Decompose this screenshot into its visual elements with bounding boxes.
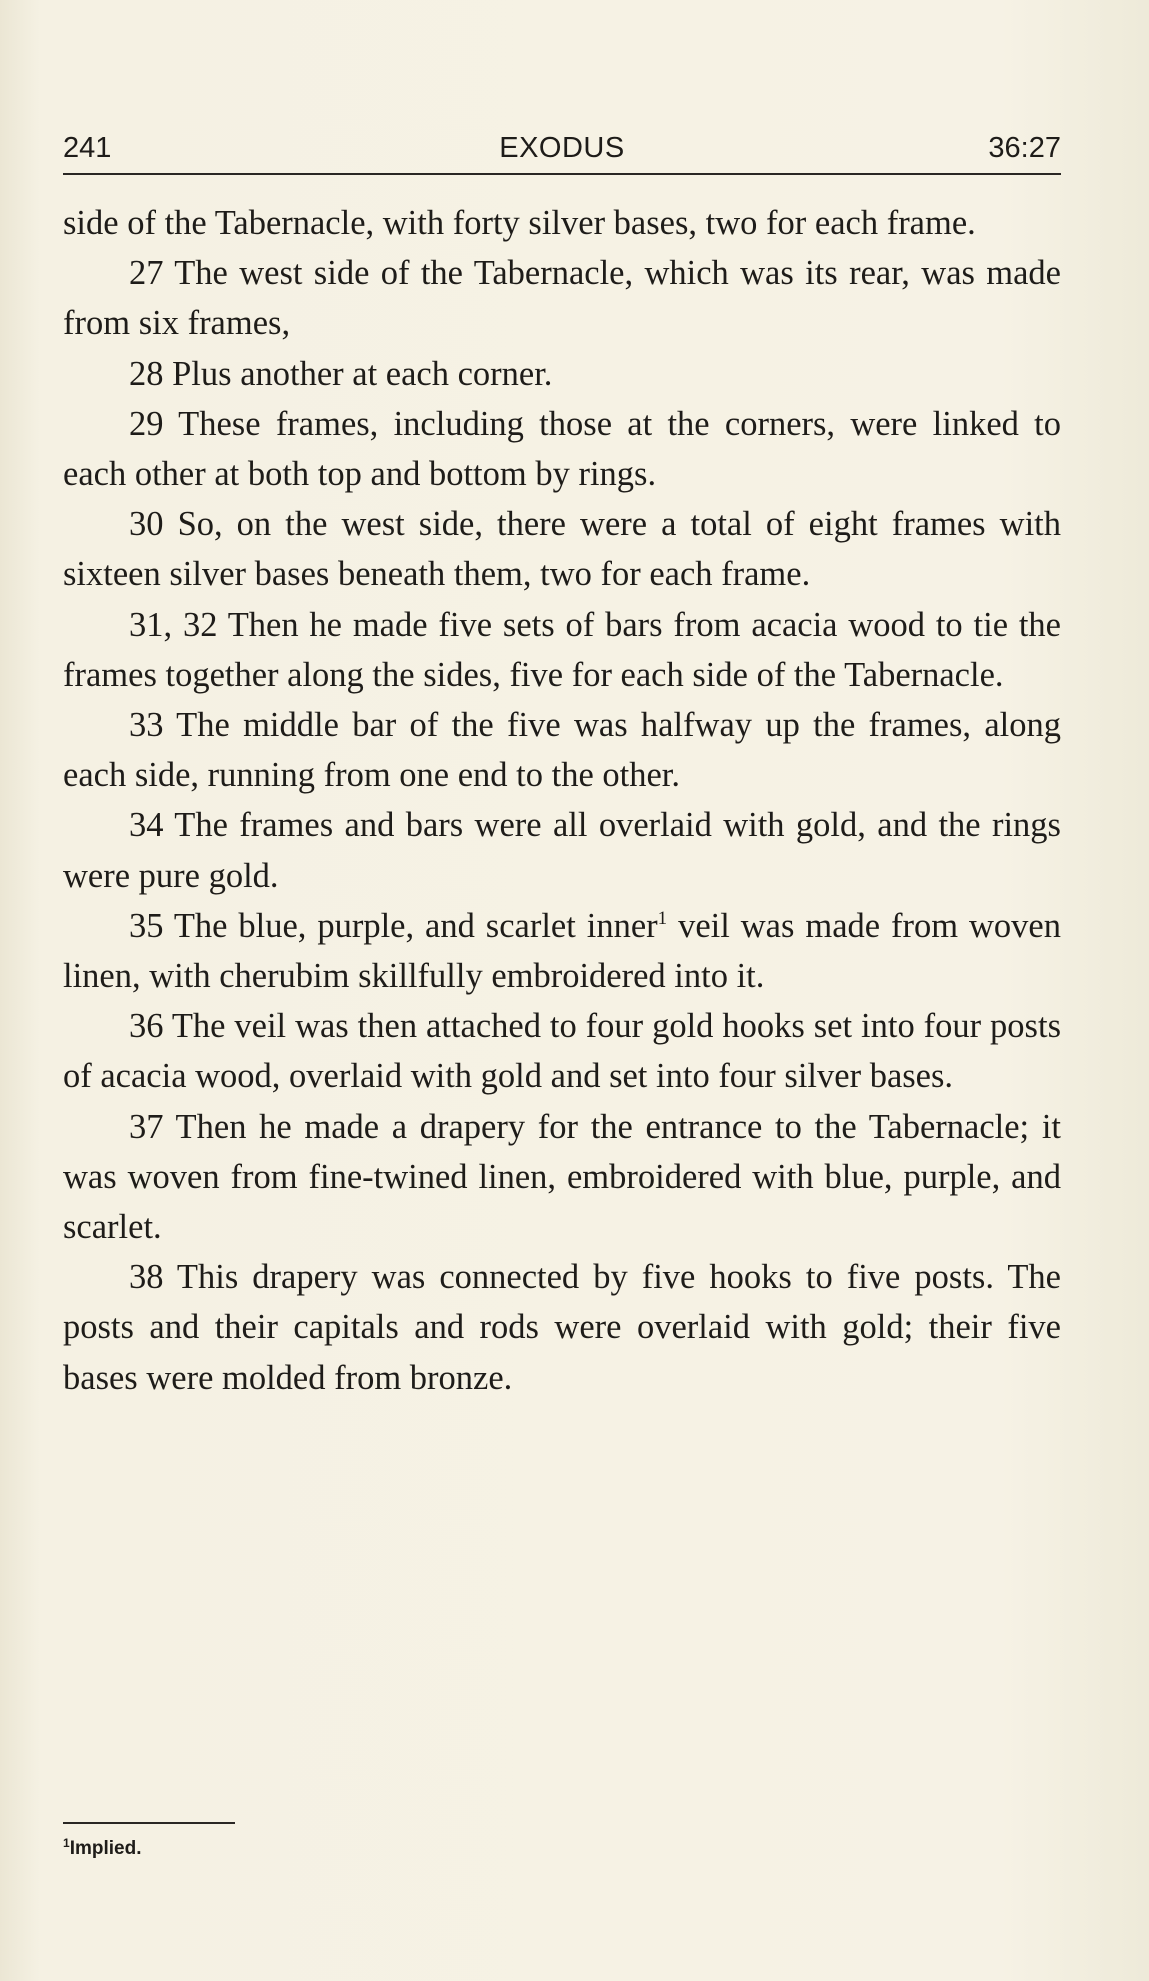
verse-37: 37 Then he made a drapery for the entrance to the Tabernacle; it was woven from fine-twined linen, embroidered with blue, purple, and scarlet.	[63, 1107, 1061, 1247]
verse-27: 27 The west side of the Tabernacle, which was its rear, was made from six frames,	[63, 254, 1061, 343]
running-header	[63, 132, 1061, 176]
paragraph-continuation: side of the Tabernacle, with forty silver bases, two for each frame.	[63, 204, 976, 242]
verse-35	[63, 901, 1061, 1001]
verse-28: 28 Plus another at each corner.	[129, 354, 553, 393]
verse-30: 30 So, on the west side, there were a total of eight frames with sixteen silver bases beneath them, two for each frame.	[63, 505, 1061, 594]
verse-38: 38 This drapery was connected by five hooks to five posts. The posts and their capitals and rods were overlaid with gold; their five bases were molded from bronze.	[63, 1258, 1061, 1397]
verse-35-text: 35 The blue, purple, and scarlet inner	[129, 906, 658, 945]
body-text	[63, 198, 1061, 1403]
verse-35-text-cont: veil was made from woven linen, with cherubim skillfully embroidered into it.	[63, 906, 1061, 996]
verse-29: 29 These frames, including those at the corners, were linked to each other at both top and bottom by rings.	[63, 404, 1061, 494]
footnote-mark[interactable]: 1	[657, 907, 668, 929]
verse-34: 34 The frames and bars were all overlaid with gold, and the rings were pure gold.	[63, 806, 1061, 895]
verse-31-32: 31, 32 Then he made five sets of bars from acacia wood to tie the frames together along the sides, five for each side of the Tabernacle.	[63, 605, 1061, 694]
verse-36: 36 The veil was then attached to four gold hooks set into four posts of acacia wood, overlaid with gold and set into four silver bases.	[63, 1007, 1061, 1096]
footnote-text: Implied.	[69, 1838, 142, 1859]
footnote-number: 1	[63, 1836, 70, 1850]
footnote	[63, 1836, 141, 1860]
header-rule	[63, 173, 1061, 175]
chapter-verse-reference: 36:27	[988, 132, 1061, 164]
footnote-rule	[63, 1822, 235, 1824]
verse-33: 33 The middle bar of the five was halfway up the frames, along each side, running from one end to the other.	[63, 706, 1061, 795]
book-title: EXODUS	[499, 132, 625, 164]
page-number: 241	[63, 132, 112, 164]
